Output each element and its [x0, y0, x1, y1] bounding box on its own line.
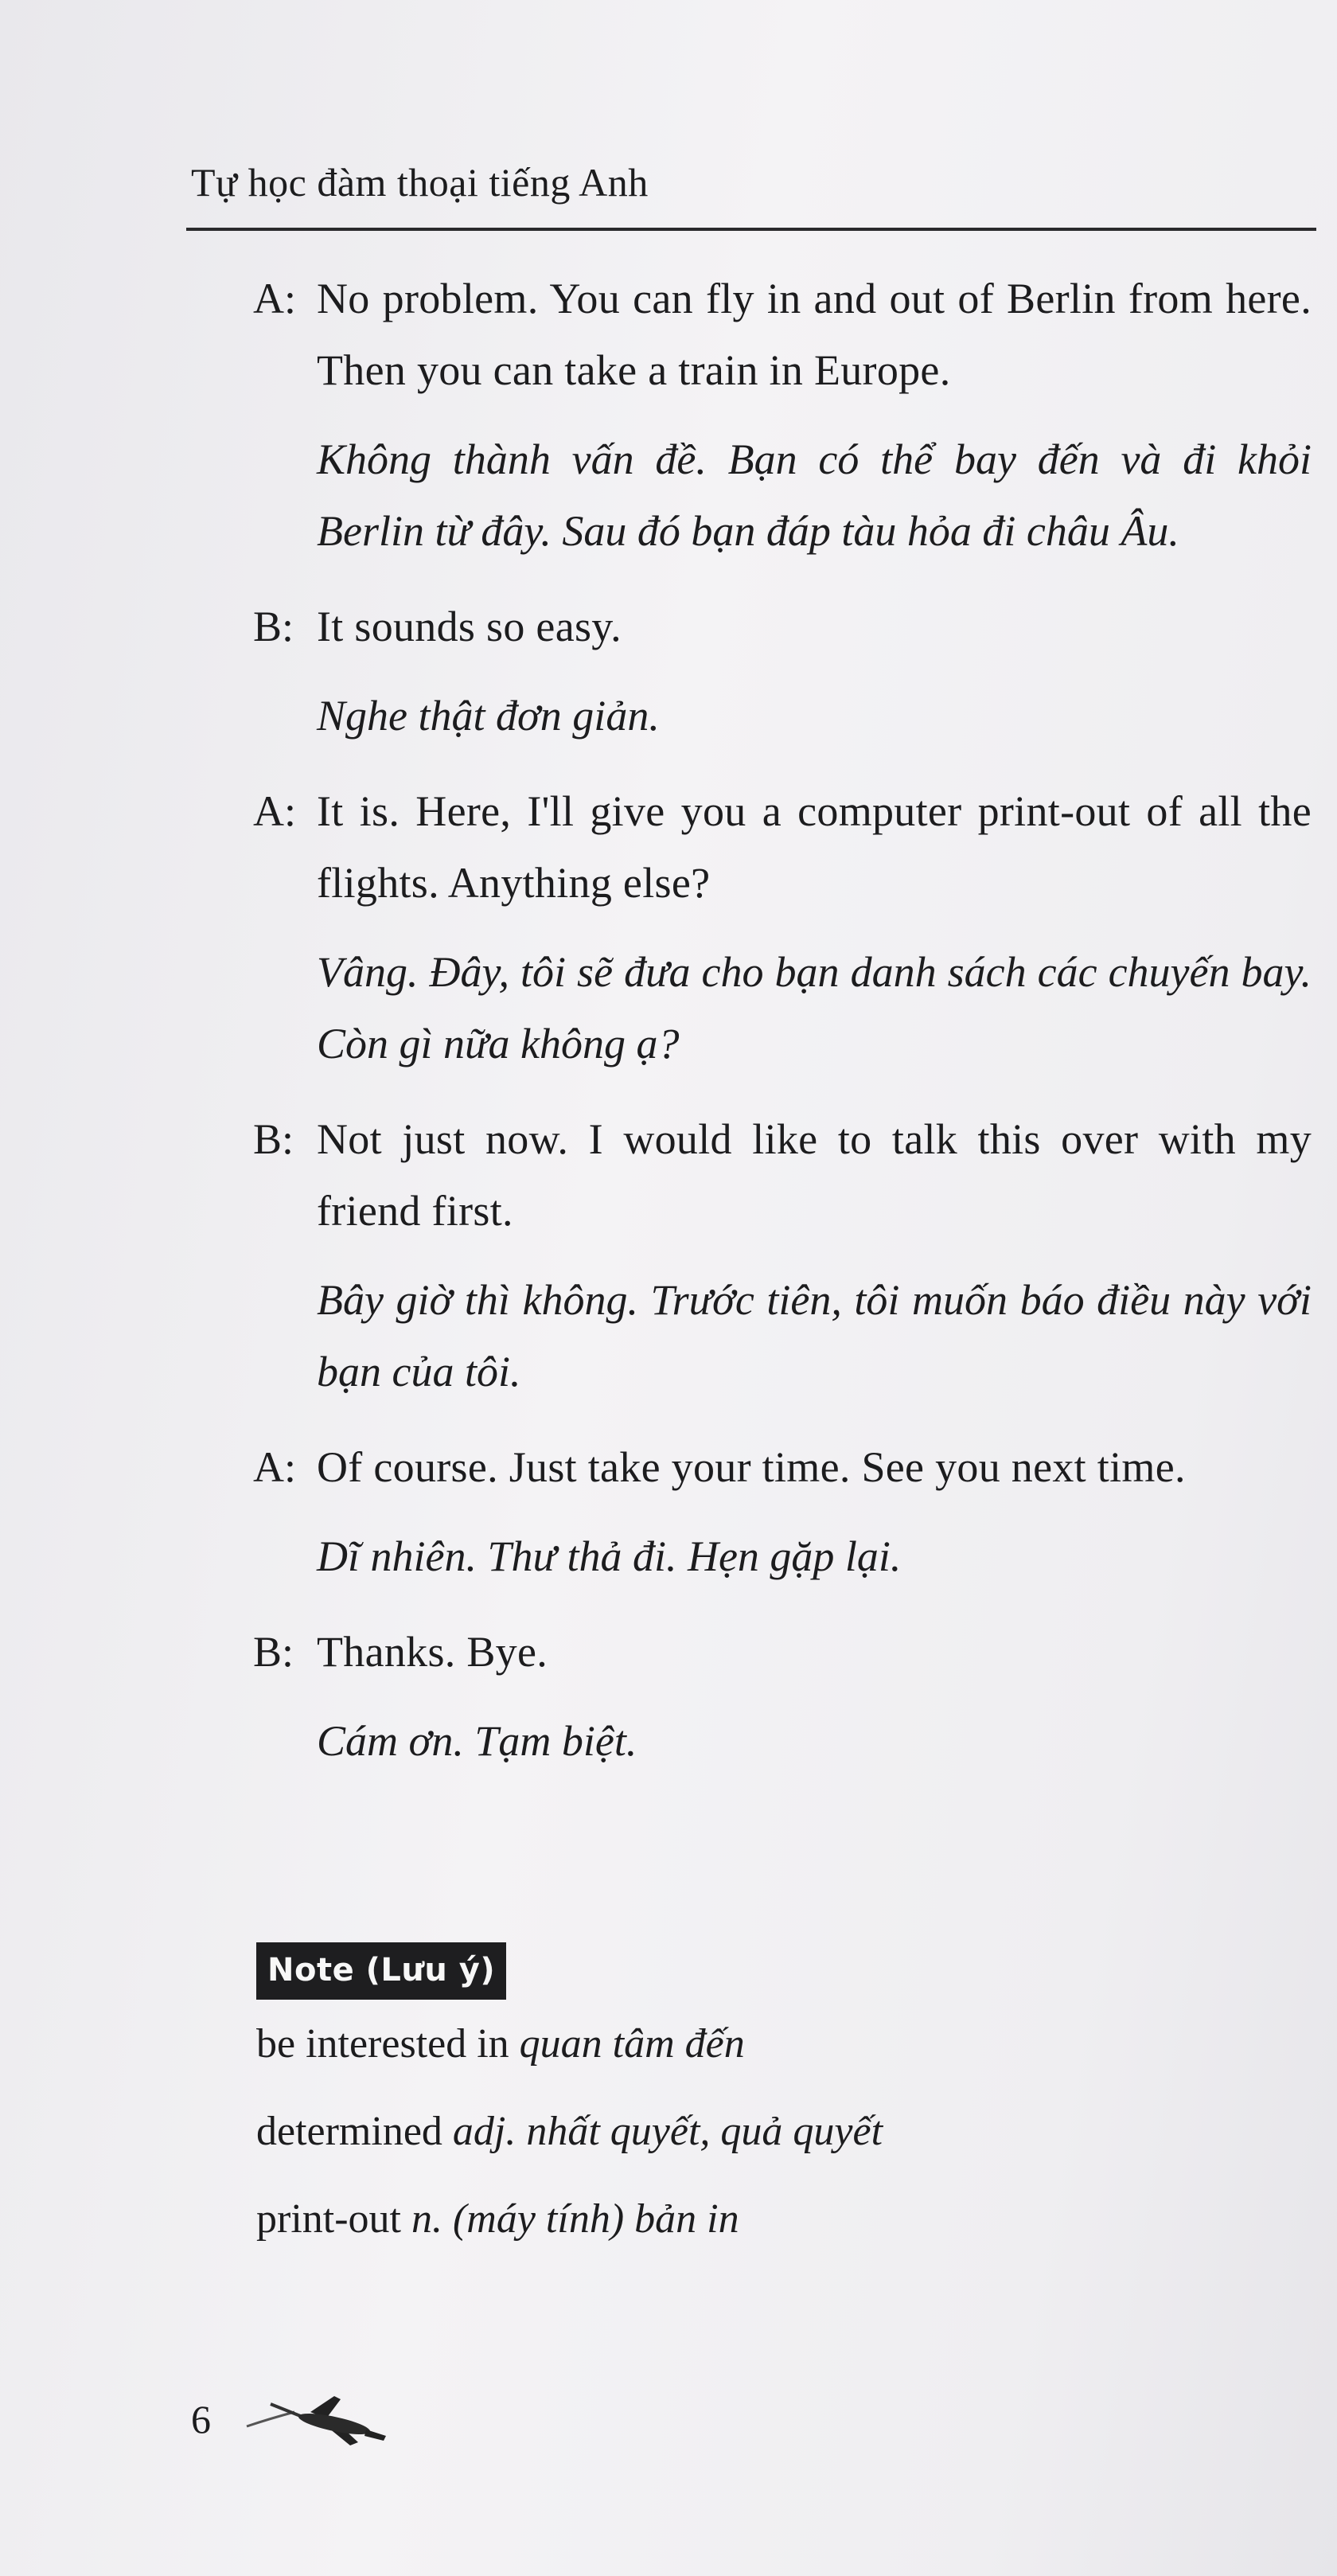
- speaker-label: A:: [253, 787, 296, 835]
- vietnamese-translation: Dĩ nhiên. Thư thả đi. Hẹn gặp lại.: [317, 1532, 902, 1580]
- vocabulary-item: [256, 2102, 1251, 2162]
- turn-body: [317, 263, 1312, 567]
- vocabulary-term: determined: [256, 2109, 442, 2154]
- note-badge: Note (Lưu ý): [256, 1942, 506, 2000]
- vietnamese-translation: Bây giờ thì không. Trước tiên, tôi muốn báo điều này với bạn của tôi.: [317, 1276, 1312, 1395]
- turn-body: [317, 1616, 1312, 1777]
- turn-body: [317, 1431, 1312, 1592]
- english-line: It sounds so easy.: [317, 603, 622, 650]
- vocabulary-notes: [256, 2014, 1251, 2277]
- vocabulary-item: [256, 2189, 1251, 2250]
- english-line: Not just now. I would like to talk this over with my friend first.: [317, 1115, 1312, 1235]
- turn-body: [317, 591, 1312, 751]
- vietnamese-translation: Nghe thật đơn giản.: [317, 692, 660, 740]
- dialog-turn: [253, 1431, 1312, 1592]
- airplane-ornament-icon: [239, 2380, 398, 2452]
- speaker-label: A:: [253, 275, 296, 322]
- vocabulary-term: print-out: [256, 2196, 401, 2242]
- vocabulary-definition: (máy tính) bản in: [452, 2196, 739, 2242]
- part-of-speech: n.: [411, 2196, 442, 2242]
- vietnamese-translation: Cám ơn. Tạm biệt.: [317, 1717, 637, 1765]
- english-line: No problem. You can fly in and out of Berlin from here. Then you can take a train in Europe.: [317, 275, 1312, 394]
- speaker-label: B:: [253, 1115, 294, 1163]
- page-number: 6: [191, 2397, 211, 2441]
- part-of-speech: adj.: [452, 2109, 516, 2154]
- header-divider: [186, 228, 1316, 231]
- english-line: It is. Here, I'll give you a computer print-out of all the flights. Anything else?: [317, 787, 1312, 907]
- vietnamese-translation: Vâng. Đây, tôi sẽ đưa cho bạn danh sách các chuyến bay. Còn gì nữa không ạ?: [317, 948, 1312, 1067]
- vocabulary-item: [256, 2014, 1251, 2074]
- speaker-label: A:: [253, 1443, 296, 1491]
- vocabulary-definition: nhất quyết, quả quyết: [526, 2109, 883, 2154]
- dialog-turn: [253, 775, 1312, 1079]
- turn-body: [317, 775, 1312, 1079]
- dialog-turn: [253, 1616, 1312, 1777]
- english-line: Thanks. Bye.: [317, 1628, 548, 1676]
- vietnamese-translation: Không thành vấn đề. Bạn có thể bay đến và đi khỏi Berlin từ đây. Sau đó bạn đáp tàu hỏa đi châu Âu.: [317, 435, 1312, 555]
- page-header-title: Tự học đàm thoại tiếng Anh: [191, 160, 649, 205]
- speaker-label: B:: [253, 603, 294, 650]
- dialog-turn: [253, 591, 1312, 751]
- dialog-list: [253, 263, 1312, 1801]
- dialog-turn: [253, 263, 1312, 567]
- turn-body: [317, 1103, 1312, 1407]
- speaker-label: B:: [253, 1628, 294, 1676]
- english-line: Of course. Just take your time. See you next time.: [317, 1443, 1186, 1491]
- vocabulary-definition: quan tâm đến: [519, 2021, 745, 2067]
- vocabulary-term: be interested in: [256, 2021, 509, 2067]
- dialog-turn: [253, 1103, 1312, 1407]
